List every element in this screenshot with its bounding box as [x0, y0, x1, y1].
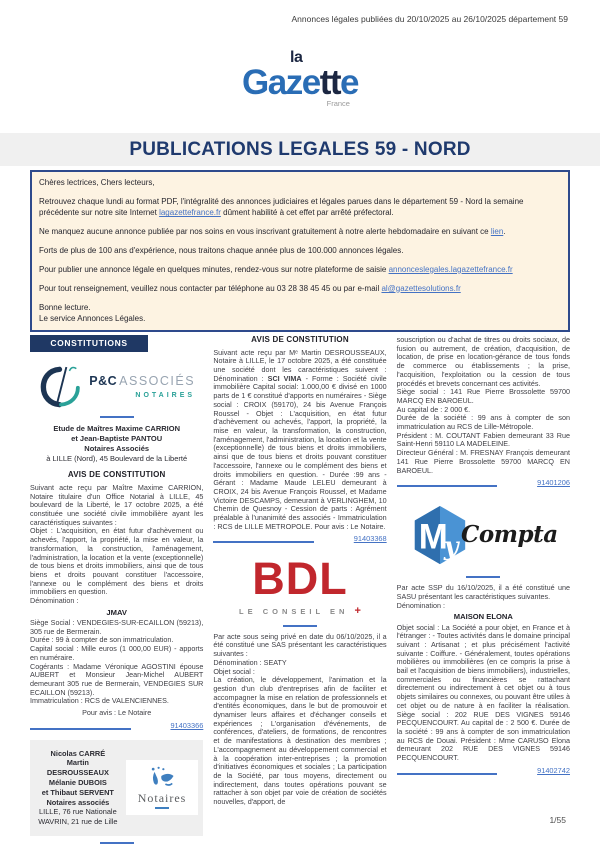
gazette-site-link[interactable]: lagazettefrance.fr [159, 208, 221, 218]
office-line: Notaires Associés [84, 443, 150, 453]
intro-text: dûment habilité à cet effet par arrêté préfectoral. [220, 208, 394, 218]
announcement-paragraph: Durée de la société : 99 ans à compter de son immatriculation au RCS de Lille-Métropole. [396, 413, 570, 432]
bdl-logo-wordmark: BDL [252, 553, 348, 605]
announcement-paragraph: Durée : 99 à compter de son immatriculation. [30, 635, 174, 645]
office-line: et Thibaut SERVENT [41, 787, 114, 797]
announcement-ref-link[interactable]: 91403366 [170, 720, 204, 730]
announcement-signature: Pour avis : Le Notaire [82, 708, 152, 718]
announcement-paragraph: Objet social : [213, 666, 255, 676]
ref-separator-line [213, 541, 314, 543]
notaires-logo-dash [155, 807, 169, 809]
intro-text: Pour publier une annonce légale en quelques minutes, rendez-vous sur notre plateforme de saisie [39, 264, 389, 274]
announcement-text: - Forme : Société civile immobilière Capital social: 1.000,00 € divisé en 1000 parts de 1 € constitué d'apports en numéraires - Siège social : CROIX (59170), 24 bis Avenue François Roussel - Objet : L'acquisition, en état futur d'achèvement ou achevés, l'apport, la propriété, la mise en valeur, la transformation, la construction, l'aménagement, l'administration, la location et la vente (exceptionnelle) de tous biens et droits immobiliers, ainsi que de tous biens et droits pouvant constituer l'accessoire, l'annexe ou le complément des biens et droits immobiliers en question. - Durée :99 ans - Gérant : Madame Maude LELEU demeurant à CROIX, 24 bis Avenue François Roussel, et Madame Victoire DESCAMPS, demeurant à VERLINGHEM, 10 Chemin de Quesnoy - Cession de parts : Agrément préalable à l'unanimité des associés - Immatriculation : RCS de LILLE METROPOLE. Pour avis : Le Notaire. [213, 373, 387, 531]
notaires-logo-icon [145, 765, 179, 791]
notaires-office-box [30, 740, 203, 836]
column-1 [30, 333, 204, 827]
announcement-title: AVIS DE CONSTITUTION [251, 335, 349, 344]
office-line: LILLE, 76 rue Nationale [39, 807, 117, 817]
intro-paragraph-2 [39, 226, 561, 237]
announcement-paragraph: Dénomination : [396, 600, 445, 610]
intro-paragraph-5 [39, 283, 561, 294]
announcement-paragraph: La création, le développement, l'animation et la gestion d'un club d'entreprises afin de faciliter et accompagner la mise en relation de professionnels et d'entités économiques, dans le but de promouvoir et dynamiser leurs affaires et d'échanger conseils et expériences ; L'organisation d'événements, de conférences, d'ateliers, de formations, de rencontres et de manifestations à destination des membres ; L'accompagnement au développement commercial et à la coopération inter-entreprises ; la promotion d'initiatives économiques et sociales ; La participation de la Société, par tous moyens, directement ou indirectement, dans toutes opérations pouvant se rattacher à son objet par voie de création de sociétés nouvelles, d'apport, de [213, 675, 387, 807]
announcement-paragraph: Objet : L'acquisition, en état futur d'achèvement ou achevés, l'apport, la propriété, la mise en valeur, la transformation, la construction, l'aménagement, l'administration, la location et la vente (exceptionnelle) de tous biens et droits immobiliers, ainsi que de tous biens et droits pouvant constituer l'accessoire, l'annexe ou le complément des biens et droits immobiliers en question. [30, 526, 204, 597]
gazette-logo [0, 50, 600, 111]
gazette-word-part-dark: tt [319, 63, 340, 102]
svg-text:y: y [443, 530, 459, 561]
pc-associes-label: ASSOCIÉS [119, 374, 196, 389]
intro-closing-1: Bonne lecture. [39, 302, 91, 312]
pc-associes-wordmark [89, 374, 195, 400]
page-title: PUBLICATIONS LEGALES 59 - NORD [129, 138, 471, 160]
announcement-ref-row [30, 722, 203, 731]
svg-text:M: M [418, 517, 448, 557]
company-name-maison-elona: MAISON ELONA [453, 612, 513, 622]
announcement-paragraph: Objet social : La Société a pour objet, en France et à l'étranger : - Toutes activités dans le domaine principal suivant : Artisanat ; et plus précisément l'activité suivante : Coiffure. - Généralement, toutes opérations mobilières ou immobilières (en ce compris la prise à bail et l'acquisition de biens immobiliers), industrielles, commerciales ou financières se rattachant directement ou indirectement à cet objet ou à tous objets similaires ou connexes, ou pouvant être utiles à cet objet ou de nature à en faciliter la réalisation. Siège social : 202 RUE DES VIGNES 59146 PECQUENCOURT. Au capital de : 2 500 €. Durée de la société : 99 ans à compter de son immatriculation au RCS de Douai. Président : Mme CARUSO Elona demeurant 202 RUE DES VIGNES 59146 PECQUENCOURT. [396, 622, 570, 763]
gazette-word-part: e [340, 63, 358, 102]
office-line: Martin DESROUSSEAUX [46, 758, 109, 778]
office-header-carrion-pantou [30, 424, 203, 463]
announcement-ref-link[interactable]: 91401206 [537, 478, 570, 488]
section-header-constitutions: CONSTITUTIONS [30, 335, 148, 352]
page-number: 1/55 [549, 815, 566, 825]
announcement-paragraph: Suivant acte reçu par Maître Maxime CARRION, Notaire titulaire d'un Office Notarial à LILLE, 45 boulevard de la Liberté, le 17 octobre 2025, a été constituée une société civile immobilière ayant les caractéristiques suivantes : [30, 482, 204, 527]
announcement-paragraph: Capital social : Mille euros (1 000,00 EUR) - apports en numéraire. [30, 644, 204, 662]
office-line: WAVRIN, 21 rue de Lille [38, 817, 118, 827]
notaires-logo [126, 760, 199, 816]
pc-notaires-label: NOTAIRES [135, 391, 196, 399]
email-link[interactable]: al@gazettesolutions.fr [381, 283, 461, 293]
ref-separator-line [30, 728, 131, 730]
announcement-paragraph: Dénomination : [30, 596, 79, 606]
announcement-paragraph: Directeur Général : M. FRESNAY François demeurant 141 Rue Pierre Brossolette 59700 MARCQ EN BAROEUL. [396, 448, 570, 475]
intro-greeting: Chères lectrices, Chers lecteurs, [39, 178, 155, 187]
mycompta-wordmark: Compta [461, 521, 558, 549]
office-line: Nicolas CARRÉ [50, 748, 106, 758]
notaires-office-names [35, 749, 121, 827]
company-name-sci-vima: SCI VIMA [267, 373, 302, 383]
office-line: Mélanie DUBOIS [48, 777, 107, 787]
gazette-word-part: Gaze [242, 63, 320, 102]
intro-paragraph-4 [39, 264, 561, 275]
column-2 [213, 333, 386, 815]
announcement-paragraph: souscription ou d'achat de titres ou droits sociaux, de fusion ou autrement, de création, d'acquisition, de location, de prise en location-gérance de tous fonds de commerce ou établissements ; la prise, l'acquisition, l'exploitation ou la cession de tous procédés et brevets concernant ces activités. [396, 335, 570, 388]
intro-paragraph-1 [39, 196, 561, 219]
announcement-title: AVIS DE CONSTITUTION [67, 470, 166, 480]
intro-closing-2: Le service Annonces Légales. [39, 313, 146, 323]
announcement-paragraph: Au capital de : 2 000 €. [396, 404, 471, 414]
announcement-text: Suivant acte reçu par Mᵉ Martin DESROUSSEAUX, Notaire à LILLE, le 17 octobre 2025, a été constituée une société dont les caractéristiques suivent : Dénomination : [213, 347, 387, 383]
gazette-logo-wordmark [242, 63, 358, 102]
gazette-logo-inner [242, 50, 358, 108]
separator-line [100, 842, 134, 844]
announcement-paragraph: Par acte sous seing privé en date du 06/10/2025, il a été constitué une SAS présentant les caractéristiques suivantes : [213, 631, 387, 659]
bdl-logo [213, 553, 386, 618]
office-line: à LILLE (Nord), 45 Boulevard de la Liberté [46, 453, 188, 463]
gazette-logo-la: la [290, 49, 303, 66]
ref-separator-line [397, 485, 498, 487]
announcement-paragraph: Président : M. COUTANT Fabien demeurant 33 Rue Saint-Henri 59110 LA MADELEINE. [396, 430, 570, 449]
bdl-logo-tagline [213, 605, 386, 618]
column-3 [397, 333, 570, 815]
bdl-plus-sign: + [354, 605, 361, 618]
gazette-logo-country: France [326, 99, 350, 109]
separator-line [283, 625, 317, 627]
alert-subscribe-link[interactable]: lien [490, 227, 504, 237]
announcement-paragraph: Par acte SSP du 16/10/2025, il a été constitué une SASU présentant les caractéristiques suivantes. [396, 583, 570, 601]
announcement-paragraph: Immatriculation : RCS de VALENCIENNES. [30, 696, 169, 706]
pc-associes-swirl-icon [38, 364, 84, 410]
intro-box [30, 170, 570, 332]
intro-paragraph-3: Forts de plus de 100 ans d'expérience, nous traitons chaque année plus de 100.000 annonces légales. [39, 245, 404, 255]
mycompta-logo [397, 504, 570, 566]
company-name-jmav: JMAV [106, 607, 127, 617]
pc-associes-logo [30, 364, 203, 410]
notaires-logo-text: Notaires [137, 790, 187, 805]
platform-link[interactable]: annonceslegales.lagazettefrance.fr [388, 264, 513, 274]
separator-line [100, 416, 134, 418]
separator-line [466, 576, 500, 578]
announcement-paragraph [213, 349, 386, 532]
ref-separator-line [397, 773, 498, 775]
announcement-ref-row [397, 767, 570, 776]
announcement-paragraph: Siège Social : VENDEGIES-SUR-ECAILLON (59213), 305 rue de Bermerain. [30, 617, 204, 636]
announcement-paragraph: Dénomination : SEATY [213, 657, 287, 667]
intro-text: . [503, 227, 506, 237]
announcement-paragraph: Cogérants : Madame Véronique AGOSTINI épouse AUBERT et Monsieur Jean-Michel AUBERT demeurant 305 rue de Bermerain, VENDEGIES SUR ECAILLON (59213). [30, 661, 204, 697]
announcement-ref-link[interactable]: 91403368 [353, 534, 387, 544]
announcement-ref-row [213, 535, 386, 544]
bdl-tagline-text: LE CONSEIL EN [239, 607, 349, 617]
intro-text: Pour tout renseignement, veuillez nous contacter par téléphone au 03 28 38 45 45 ou par e-mail [39, 283, 382, 293]
intro-text: Ne manquez aucune annonce publiée par nos soins en vous inscrivant gratuitement à notre alerte hebdomadaire en suivant ce [39, 227, 491, 237]
office-line: et Jean-Baptiste PANTOU [71, 434, 163, 444]
pc-name: P&C [89, 374, 118, 389]
header-date-note: Annonces légales publiées du 20/10/2025 au 26/10/2025 département 59 [291, 14, 568, 24]
office-line: Notaires associés [46, 797, 110, 807]
intro-text: Retrouvez chaque lundi au format PDF, l'intégralité des annonces judiciaires et légales parues dans le département 59 - Nord la semaine précédente sur notre site Internet [39, 196, 524, 218]
title-band [0, 133, 600, 166]
announcement-ref-row [397, 479, 570, 488]
office-line: Etude de Maîtres Maxime CARRION [53, 424, 181, 434]
announcement-ref-link[interactable]: 91402742 [537, 765, 570, 775]
announcement-paragraph: Siège social : 141 Rue Pierre Brossolette 59700 MARCQ EN BAROEUL. [396, 387, 570, 405]
